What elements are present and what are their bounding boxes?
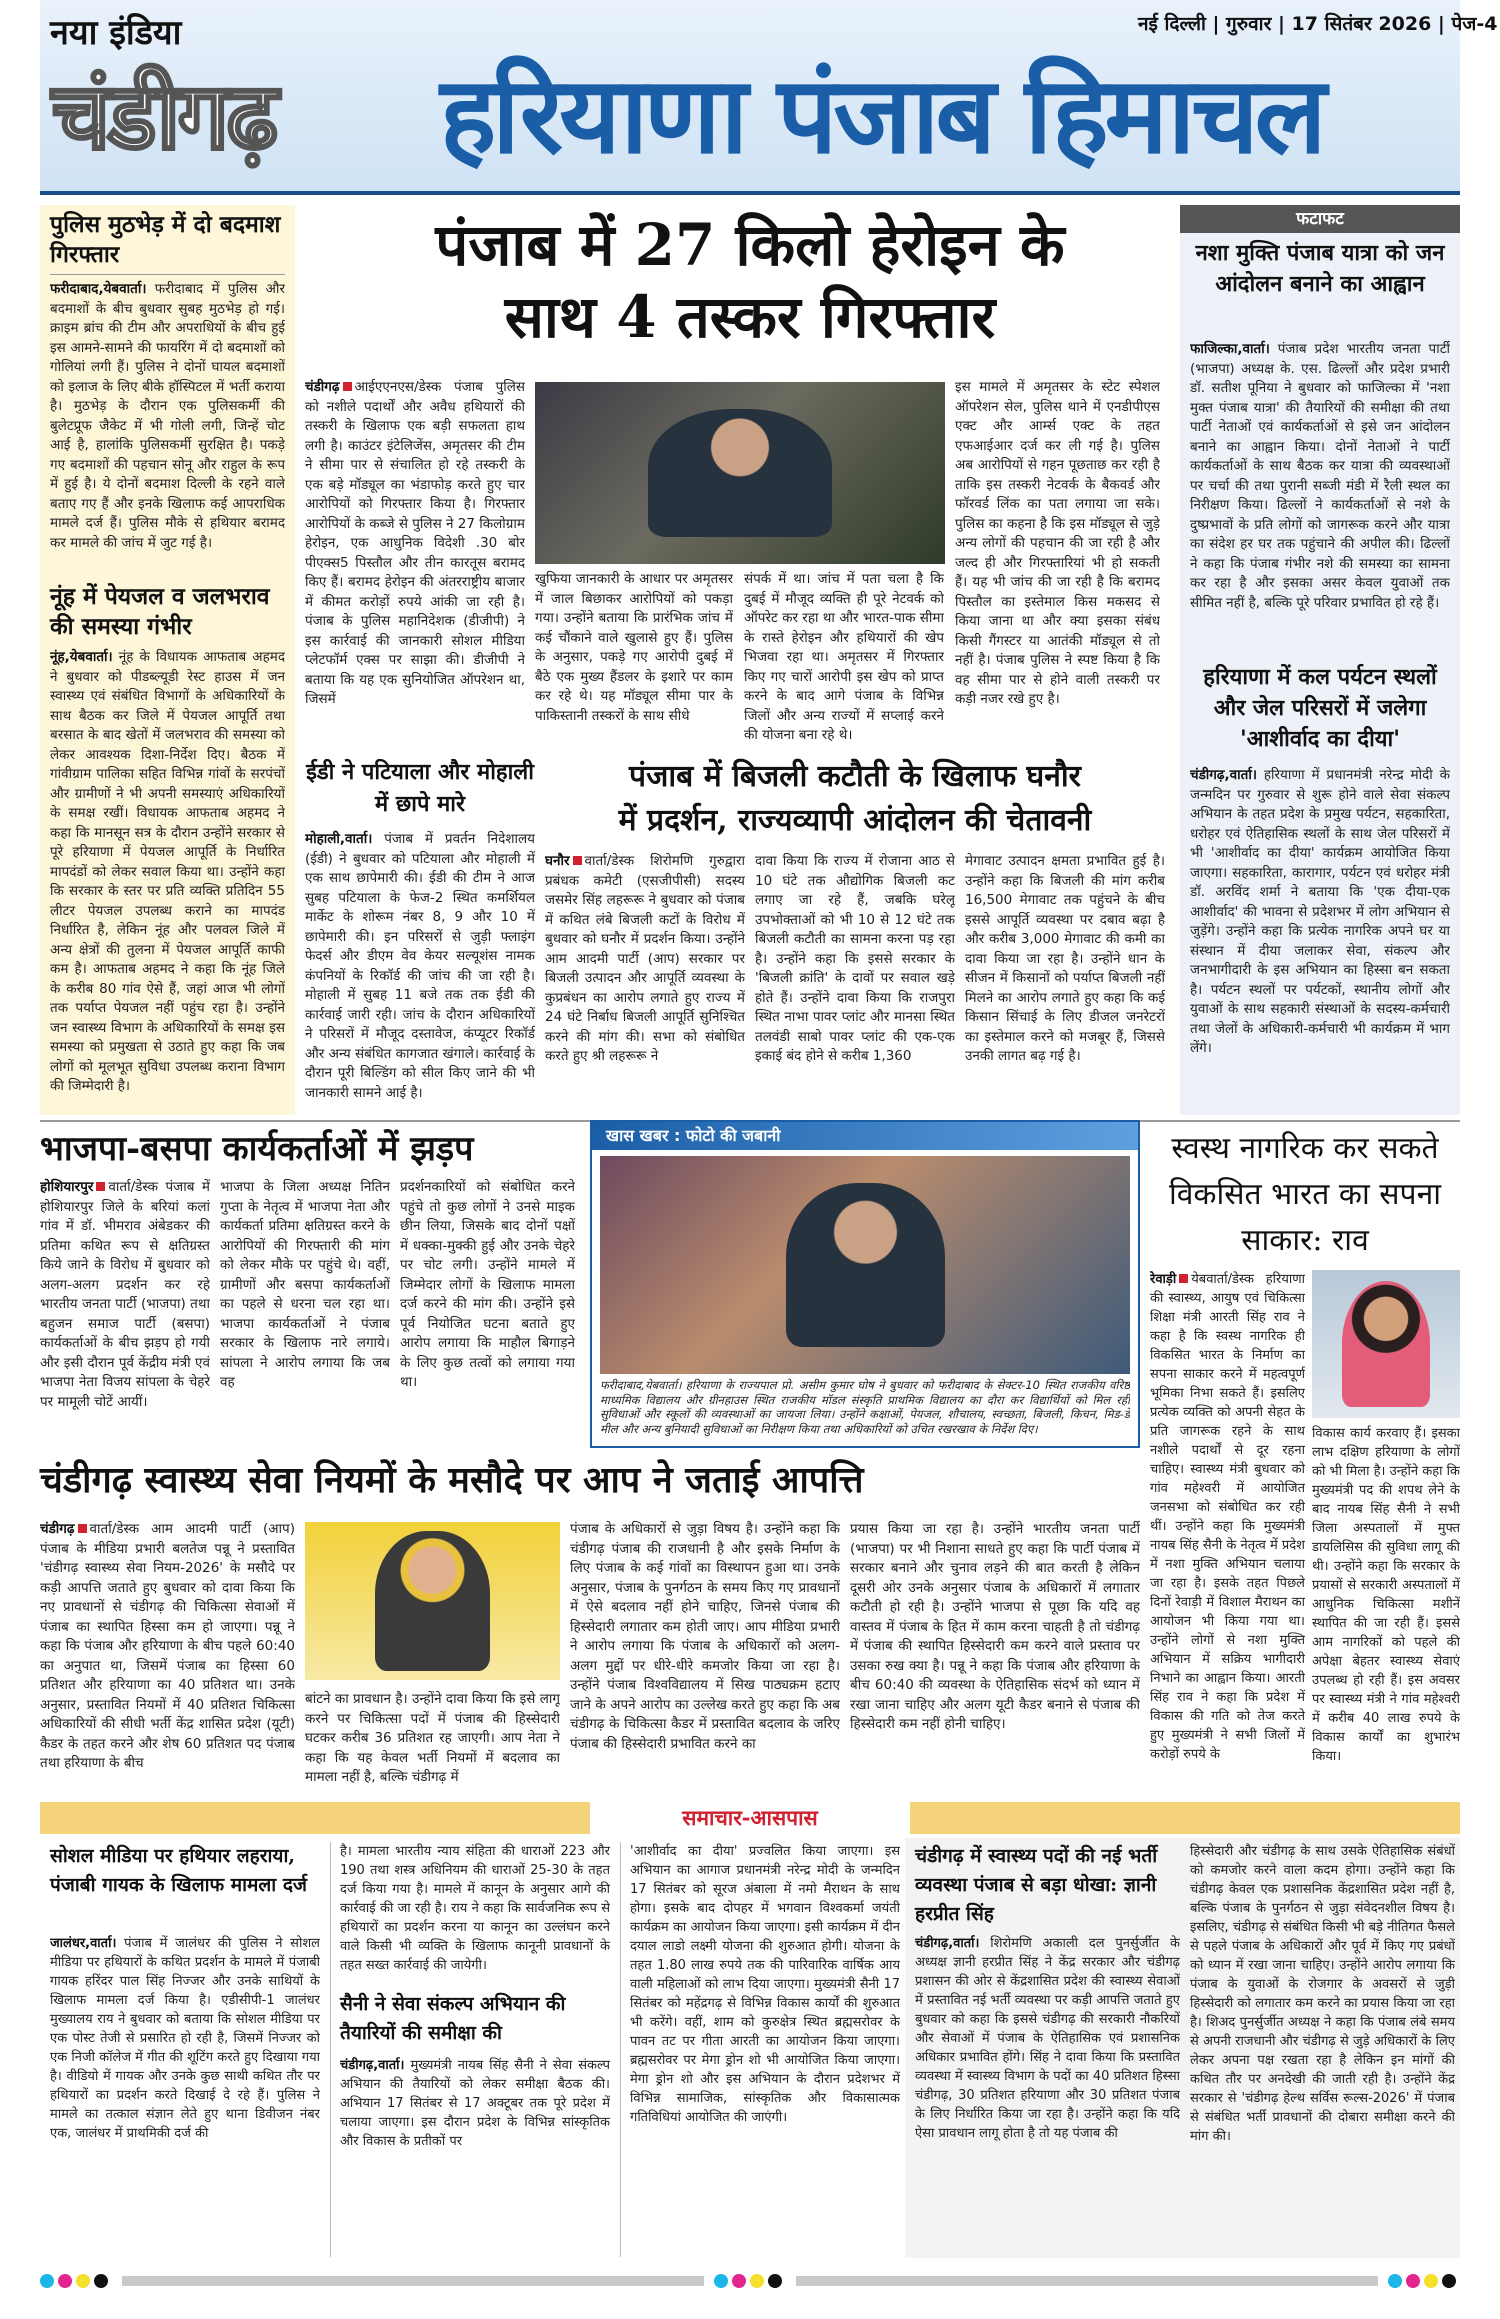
story-title: ईडी ने पटियाला और मोहाली में छापे मारे <box>306 759 534 817</box>
photo-story-label: खास खबर : फोटो की जबानी <box>592 1122 1138 1150</box>
bjp-body-col1: होशियारपुर वार्ता/डेस्क पंजाब में होशियारपुर जिले के बरियां कलां गांव में डॉ. भीमराव अंबेडकर की प्रतिमा कथित रूप से क्षतिग्रस्त किये जाने के विरोध में बुधवार को अलग-अलग प्रदर्शन कर रहे भारतीय जनता पार्टी (भाजपा) तथा बहुजन समाज पार्टी (बसपा) कार्यकर्ताओं के बीच झड़प हो गयी और इसी दौरान पूर्व केंद्रीय मंत्री एवं भाजपा नेता विजय सांपला के चेहरे पर मामूली चोटें आयीं। <box>40 1179 210 1410</box>
story-title: पुलिस मुठभेड़ में दो बदमाश गिरफ्तार <box>50 210 285 275</box>
magenta-dot-icon <box>1406 2274 1420 2288</box>
lead-body-col2: खुफिया जानकारी के आधार पर अमृतसर में जाल बिछाकर आरोपियों को पकड़ा गया। उन्होंने बताया कि प्रारंभिक जांच में कई चौंकाने वाले खुलासे हुए हैं। पुलिस के अनुसार, पकड़े गए आरोपी दुबई में बैठे एक मुख्य हैंडलर के इशारे पर काम कर रहे थे। यह मॉड्यूल सीमा पार के पाकिस्तानी तस्करों के साथ सीधे <box>535 571 733 724</box>
minister-photo <box>1312 1270 1460 1418</box>
story-body: 'आशीर्वाद का दीया' प्रज्वलित किया जाएगा। इस अभियान का आगाज प्रधानमंत्री नरेन्द्र मोदी के जन्मदिन 17 सितंबर को सूरज अंबाला में नमो मैराथन के साथ होगा। इसके बाद दोपहर में भगवान विश्वकर्मा जयंती कार्यक्रम का आयोजन किया जाएगा। इसी कार्यक्रम में दीन दयाल लाडो लक्ष्मी योजना की शुरुआत होगी। योजना के तहत 1.80 लाख रुपये तक की पारिवारिक वार्षिक आय वाली महिलाओं को लाभ दिया जाएगा। मुख्यमंत्री सैनी 17 सितंबर को महेंद्रगढ़ से विभिन्न विकास कार्यों की शुरुआत भी करेंगे। वहीं, शाम को कुरुक्षेत्र स्थित ब्रह्मसरोवर के पावन तट पर गीता आरती का आयोजन किया जाएगा। ब्रह्मसरोवर पर मेगा ड्रोन शो भी आयोजित किया जाएगा। मेगा ड्रोन शो और इस अभियान के दौरान प्रदेशभर में विभिन्न सामाजिक, सांस्कृतिक और विकासात्मक गतिविधियां आयोजित की जाएंगी। <box>630 1844 900 2125</box>
magenta-dot-icon <box>58 2274 72 2288</box>
story-title-line1: पंजाब में बिजली कटौती के खिलाफ घनौर <box>629 759 1081 794</box>
dateline-marker-icon <box>573 856 582 865</box>
bjp-body-col3: प्रदर्शनकारियों को संबोधित करने पहुंचे तो कुछ लोगों ने उनसे माइक छीन लिया, जिसके बाद दोनों पक्षों में धक्का-मुक्की हुई और उनके चेहरे पर चोट लगी। उन्होंने मामले में जिम्मेदार लोगों के खिलाफ मामला दर्ज करने की मांग की। उन्होंने इसे पूर्व नियोजित घटना बताते हुए आरोप लगाया कि माहौल बिगाड़ने के लिए कुछ तत्वों को लगाया गया था। <box>400 1179 575 1390</box>
leader-figure <box>375 1531 490 1670</box>
cyan-dot-icon <box>40 2274 54 2288</box>
edition-states: हरियाणा पंजाब हिमाचल <box>440 52 1323 177</box>
story-body: नूंह,येबवार्ता। नूंह के विधायक आफताब अहमद ने बुधवार को पीडब्ल्यूडी रेस्ट हाउस में जन स्वास्थ्य एवं संबंधित विभागों के अधिकारियों के साथ बैठक कर जिले में पेयजल आपूर्ति तथा बरसात के बाद खेतों में जलभराव की समस्या को लेकर आवश्यक दिशा-निर्देश दिए। बैठक में गांवीग्राम पालिका सहित विभिन्न गांवों के सरपंचों और ग्रामीणों ने भी अपनी समस्याएं अधिकारियों के समक्ष रखीं। विधायक आफताब अहमद ने कहा कि मानसून सत्र के दौरान उन्होंने सरकार से पूरे हरियाणा में पेयजल आपूर्ति के निर्धारित मापदंडों को लेकर सवाल किया था। उन्होंने कहा कि सरकार के स्तर पर प्रति व्यक्ति प्रतिदिन 55 लीटर पेयजल उपलब्ध कराने का मापदंड निर्धारित है, लेकिन नूंह और पलवल जिले में अन्य क्षेत्रों की तुलना में पेयजल आपूर्ति काफी कम है। आफताब अहमद ने कहा कि नूंह जिले के करीब 80 गांव ऐसे हैं, जहां आज भी लोगों तक पर्याप्त पेयजल नहीं पहुंच रहा है। उन्होंने जन स्वास्थ्य विभाग के अधिकारियों के समक्ष इस समस्या को प्रमुखता से उठाते हुए कहा कि जब लोगों को मूलभूत सुविधा उपलब्ध कराना विभाग की जिम्मेदारी है। <box>50 649 285 1094</box>
dateline-marker-icon <box>96 1182 105 1191</box>
lead-photo <box>535 382 945 564</box>
dateline-marker-icon <box>1179 1274 1188 1283</box>
page-dateline: नई दिल्ली | गुरुवार | 17 सितंबर 2026 | पेज-4 <box>1138 13 1498 35</box>
power-body-col2: दावा किया कि राज्य में रोजाना आठ से 10 घंटे तक औद्योगिक बिजली कट लगाए जा रहे हैं, जबकि घरेलू उपभोक्ताओं को भी 10 से 12 घंटे तक बिजली कटौती का सामना करना पड़ रहा है। उन्होंने कहा कि इससे सरकार के 'बिजली क्रांति' के दावों पर सवाल खड़े होते हैं। उन्होंने दावा किया कि राजपुरा स्थित नाभा पावर प्लांट और मानसा स्थित तलवंडी साबो पावर प्लांट की एक-एक इकाई बंद होने से करीब 1,360 <box>755 853 955 1064</box>
cyan-dot-icon <box>714 2274 728 2288</box>
black-dot-icon <box>768 2274 782 2288</box>
health-body-col2: विकास कार्य करवाए हैं। इसका लाभ दक्षिण हरियाणा के लोगों को भी मिला है। उन्होंने कहा कि मुख्यमंत्री पद की शपथ लेने के बाद नायब सिंह सैनी ने सभी जिला अस्पतालों में मुफ्त डायलिसिस की सुविधा लागू की थी। उन्होंने कहा कि सरकार के प्रयासों से सरकारी अस्पतालों में आधुनिक चिकित्सा मशीनें स्थापित की जा रही हैं। इससे आम नागरिकों को पहले की अपेक्षा बेहतर स्वास्थ्य सेवाएं उपलब्ध हो रही हैं। इस अवसर पर स्वास्थ्य मंत्री ने गांव महेश्वरी में करीब 40 लाख रुपये के विकास कार्यों का शुभारंभ किया। <box>1312 1426 1460 1764</box>
photo-caption: फरीदाबाद,येबवार्ता। हरियाणा के राज्यपाल प्रो. असीम कुमार घोष ने बुधवार को फरीदाबाद के सेक्टर-10 स्थित राजकीय वरिष्ठ माध्यमिक विद्यालय और ग्रीनहाउस स्थित राजकीय मॉडल संस्कृति प्राथमिक विद्यालय का दौरा कर विद्यार्थियों को मिल रही सुविधाओं और स्कूलों की व्यवस्थाओं का जायजा लिया। उन्होंने कक्षाओं, पेयजल, शौचालय, स्वच्छता, बिजली, किचन, मिड-डे मील और अन्य बुनियादी सुविधाओं का निरीक्षण किया तथा अधिकारियों को उचित रखरखाव के निर्देश दिए। <box>600 1378 1130 1436</box>
story-title: सोशल मीडिया पर हथियार लहराया, पंजाबी गायक के खिलाफ मामला दर्ज <box>50 1845 308 1896</box>
story-title: हरियाणा में कल पर्यटन स्थलों और जेल परिसरों में जलेगा 'आशीर्वाद का दीया' <box>1203 664 1437 752</box>
story-body: जालंधर,वार्ता। पंजाब में जालंधर की पुलिस ने सोशल मीडिया पर हथियारों के कथित प्रदर्शन के मामले में पंजाबी गायक हरिंदर पाल सिंह निज्जर और उनके साथियों के खिलाफ मामला दर्ज किया है। एडीसीपी-1 जालंधर मुख्यालय राय ने बुधवार को बताया कि सोशल मीडिया पर एक पोस्ट तेजी से प्रसारित हो रही है, जिसमें निज्जर को एक निजी कॉलेज में गीत की शूटिंग करते हुए दिखाया गया है। वीडियो में गायक और उनके कुछ साथी कथित तौर पर हथियारों का प्रदर्शन करते दिखाई दे रहे हैं। पुलिस ने मामले का तत्काल संज्ञान लेते हुए थाना डिवीजन नंबर एक, जालंधर में प्राथमिकी दर्ज की <box>50 1936 320 2141</box>
minister-figure <box>1342 1281 1431 1407</box>
yellow-dot-icon <box>76 2274 90 2288</box>
lead-body-col3: संपर्क में था। जांच में पता चला है कि दुबई में मौजूद व्यक्ति ही पूरे नेटवर्क को ऑपरेट कर रहा था और भारत-पाक सीमा के रास्ते हेरोइन और हथियारों की खेप भिजवा रहा था। अमृतसर में गिरफ्तार किए गए चारों आरोपी इस खेप को प्राप्त करने के बाद आगे पंजाब के विभिन्न जिलों और अन्य राज्यों में सप्लाई करने की योजना बना रहे थे। <box>744 571 944 743</box>
story-title: सैनी ने सेवा संकल्प अभियान की तैयारियों की समीक्षा की <box>340 1993 566 2044</box>
story-title: नूंह में पेयजल व जलभराव की समस्या गंभीर <box>50 583 270 640</box>
power-body-col1: घनौर वार्ता/डेस्क शिरोमणि गुरुद्वारा प्रबंधक कमेटी (एसजीपीसी) सदस्य जसमेर सिंह लहरूरू ने बुधवार को पंजाब में कथित लंबे बिजली कटों के विरोध में बुधवार को घनौर में प्रदर्शन किया। उन्होंने आम आदमी पार्टी (आप) सरकार पर बिजली उत्पादन और आपूर्ति व्यवस्था के कुप्रबंधन का आरोप लगाते हुए राज्य में 24 घंटे निर्बाध बिजली आपूर्ति सुनिश्चित करने की मांग की। सभा को संबोधित करते हुए श्री लहरूरू ने <box>545 853 745 1064</box>
black-dot-icon <box>1442 2274 1456 2288</box>
gray-bar <box>122 2276 704 2286</box>
officer-figure <box>648 409 833 536</box>
aap-body-col4: प्रयास किया जा रहा है। उन्होंने भारतीय जनता पार्टी (भाजपा) पर भी निशाना साधते हुए कहा कि पार्टी पंजाब में सरकार बनाने और चुनाव लड़ने की बात करती है लेकिन दूसरी ओर उनके अनुसार पंजाब के अधिकारों में लगातार कटौती हो रही है। उन्होंने भाजपा से पूछा कि यदि वह वास्तव में पंजाब के हित में काम करना चाहती है तो चंडीगढ़ में पंजाब की स्थापित हिस्सेदारी कम करने वाले प्रस्ताव पर उसका रुख क्या है। पन्नू ने कहा कि पंजाब और हरियाणा के बीच 60:40 की व्यवस्था के ऐतिहासिक संदर्भ को ध्यान में रखा जाना चाहिए और अलग यूटी कैडर बनाने से पंजाब की हिस्सेदारी कम नहीं होनी चाहिए। <box>850 1521 1140 1732</box>
lead-body-col1: चंडीगढ़ आईएएनएस/डेस्क पंजाब पुलिस को नशीले पदार्थों और अवैध हथियारों की तस्करी के खिलाफ एक बड़ी सफलता हाथ लगी है। काउंटर इंटेलिजेंस, अमृतसर की टीम ने सीमा पार से संचालित हो रहे तस्करी के एक बड़े मॉड्यूल का भंडाफोड़ करते हुए चार आरोपियों को गिरफ्तार किया है। गिरफ्तार आरोपियों के कब्जे से पुलिस ने 27 किलोग्राम हेरोइन, एक आधुनिक विदेशी .30 बोर पीएक्स5 पिस्तौल और तीन कारतूस बरामद किए हैं। बरामद हेरोइन की अंतरराष्ट्रीय बाजार में कीमत करोड़ों रुपये आंकी जा रही है। पंजाब के पुलिस महानिदेशक (डीजीपी) ने इस कार्रवाई की जानकारी सोशल मीडिया प्लेटफॉर्म एक्स पर साझा की। डीजीपी ने बताया कि यह एक सुनियोजित ऑपरेशन था, जिसमें <box>305 379 525 707</box>
registration-bar <box>40 2272 1460 2290</box>
story-title: भाजपा-बसपा कार्यकर्ताओं में झड़प <box>40 1129 474 1169</box>
story-title-line2: में प्रदर्शन, राज्यव्यापी आंदोलन की चेतावनी <box>618 803 1092 838</box>
people-figure <box>786 1183 945 1347</box>
story-body: है। मामला भारतीय न्याय संहिता की धाराओं 223 और 190 तथा शस्त्र अधिनियम की धाराओं 25-30 के तहत दर्ज किया गया है। मामले में कानून के अनुसार आगे की कार्रवाई की जा रही है। राय ने कहा कि सार्वजनिक रूप से हथियारों का प्रदर्शन करना या कानून का उल्लंघन करने वाले किसी भी व्यक्ति के खिलाफ कानूनी प्रावधानों के तहत सख्त कार्रवाई की जायेगी। <box>340 1844 610 1973</box>
edition-city: चंडीगढ़ <box>52 62 276 170</box>
story-body: चंडीगढ़,वार्ता। शिरोमणि अकाली दल पुनर्सुर्जीत के अध्यक्ष ज्ञानी हरप्रीत सिंह ने केंद्र सरकार और चंडीगढ़ प्रशासन की ओर से केंद्रशासित प्रदेश की स्वास्थ्य सेवाओं में प्रस्तावित नई भर्ती व्यवस्था पर कड़ी आपत्ति जताते हुए बुधवार को कहा कि इससे चंडीगढ़ की सरकारी नौकरियों और सेवाओं में पंजाब के ऐतिहासिक एवं प्रशासनिक अधिकार प्रभावित होंगे। सिंह ने दावा किया कि प्रस्तावित व्यवस्था में स्वास्थ्य विभाग के पदों का 40 प्रतिशत हिस्सा चंडीगढ़, 30 प्रतिशत हरियाणा और 30 प्रतिशत पंजाब के लिए निर्धारित किया जा रहा है। उन्होंने कहा कि यदि ऐसा प्रावधान लागू होता है तो यह पंजाब की <box>915 1936 1180 2141</box>
story-body: हिस्सेदारी और चंडीगढ़ के साथ उसके ऐतिहासिक संबंधों को कमजोर करने वाला कदम होगा। उन्होंने कहा कि चंडीगढ़ केवल एक प्रशासनिक केंद्रशासित प्रदेश नहीं है, बल्कि पंजाब के पुनर्गठन से जुड़ा संवेदनशील विषय है। इसलिए, चंडीगढ़ से संबंधित किसी भी बड़े नीतिगत फैसले से पहले पंजाब के अधिकारों और पूर्व में किए गए प्रबंधों को ध्यान में रखा जाना चाहिए। उन्होंने आरोप लगाया कि पंजाब के युवाओं के रोजगार के अवसरों से जुड़ी हिस्सेदारी को लगातार कम करने का प्रयास किया जा रहा है। शिअद पुनर्सुर्जीत अध्यक्ष ने कहा कि पंजाब लंबे समय से अपनी राजधानी और चंडीगढ़ से जुड़े अधिकारों के लिए लेकर अपना पक्ष रखता रहा है लेकिन इन मांगों की कथित तौर पर अनदेखी की जाती रही है। उन्होंने केंद्र सरकार से 'चंडीगढ़ हेल्थ सर्विस रूल्स-2026' में पंजाब से संबंधित भर्ती प्रावधानों की दोबारा समीक्षा करने की मांग की। <box>1190 1844 1455 2144</box>
aap-body-col1: चंडीगढ़ वार्ता/डेस्क आम आदमी पार्टी (आप) पंजाब के मीडिया प्रभारी बलतेज पन्नू ने प्रस्तावित 'चंडीगढ़ स्वास्थ्य सेवा नियम-2026' के मसौदे पर कड़ी आपत्ति जताते हुए बुधवार को दावा किया कि नए प्रावधानों से चंडीगढ़ की चिकित्सा सेवाओं में पंजाब का स्थापित हिस्सा कम हो जाएगा। पन्नू ने कहा कि पंजाब और हरियाणा के बीच पहले 60:40 का अनुपात था, जिसमें पंजाब का हिस्सा 60 प्रतिशत और हरियाणा का 40 प्रतिशत था। उनके अनुसार, प्रस्तावित नियमों में 40 प्रतिशत चिकित्सा अधिकारियों की सीधी भर्ती केंद्र शासित प्रदेश (यूटी) कैडर के तहत करने और शेष 60 प्रतिशत पद पंजाब तथा हरियाणा के बीच <box>40 1521 295 1771</box>
gray-bar <box>796 2276 1378 2286</box>
dateline-marker-icon <box>343 382 352 391</box>
aap-body-col2: बांटने का प्रावधान है। उन्होंने दावा किया कि इसे लागू करने पर चिकित्सा पदों में पंजाब की हिस्सेदारी घटकर करीब 36 प्रतिशत रह जाएगी। आप नेता ने कहा कि यह केवल भर्ती नियमों में बदलाव का मामला नहीं है, बल्कि चंडीगढ़ में <box>305 1691 560 1785</box>
magenta-dot-icon <box>732 2274 746 2288</box>
yellow-dot-icon <box>750 2274 764 2288</box>
school-visit-photo <box>600 1156 1130 1374</box>
story-body: फरीदाबाद,येबवार्ता। फरीदाबाद में पुलिस और बदमाशों के बीच बुधवार सुबह मुठभेड़ हो गई। क्राइम ब्रांच की टीम और अपराधियों के बीच हुई इस आमने-सामने की फायरिंग में दो बदमाशों को गोलियां लगी हैं। पुलिस ने दोनों घायल बदमाशों को इलाज के लिए बीके हॉस्पिटल में भर्ती कराया है। मुठभेड़ के दौरान एक पुलिसकर्मी की बुलेटप्रूफ जैकेट में भी गोली लगी, जिन्हें चोट आई है, हालांकि पुलिसकर्मी सुरक्षित है। पकड़े गए बदमाशों की पहचान सोनू और राहुल के रूप में हुई है। ये दोनों बदमाश दिल्ली के रहने वाले बताए गए हैं और इनके खिलाफ कई आपराधिक मामले दर्ज हैं। पुलिस मौके से हथियार बरामद कर मामले की जांच में जुट गई है। <box>50 281 285 551</box>
dateline-marker-icon <box>78 1524 87 1533</box>
story-title: चंडीगढ़ में स्वास्थ्य पदों की नई भर्ती व्यवस्था पंजाब से बड़ा धोखा: ज्ञानी हरप्रीत सिंह <box>915 1845 1158 1925</box>
lead-body-col4: इस मामले में अमृतसर के स्टेट स्पेशल ऑपरेशन सेल, पुलिस थाने में एनडीपीएस एक्ट और आर्म्स एक्ट के तहत एफआईआर दर्ज कर ली गई है। पुलिस अब आरोपियों से गहन पूछताछ कर रही है ताकि इस तस्करी नेटवर्क के बैकवर्ड और फॉरवर्ड लिंक का पता लगाया जा सके। पुलिस का कहना है कि इस मॉड्यूल से जुड़े अन्य लोगों की पहचान की जा रही है और जल्द ही और गिरफ्तारियां भी हो सकती हैं। यह भी जांच की जा रही है कि बरामद पिस्तौल का इस्तेमाल किस मकसद से किया जाना था और क्या इसका संबंध किसी गैंगस्टर या आतंकी मॉड्यूल से तो नहीं है। पंजाब पुलिस ने स्पष्ट किया है कि वह सीमा पार से होने वाली तस्करी पर कड़ी नजर रखे हुए है। <box>955 379 1160 707</box>
yellow-dot-icon <box>1424 2274 1438 2288</box>
fatafat-label: फटाफट <box>1180 205 1460 233</box>
aap-body-col3: पंजाब के अधिकारों से जुड़ा विषय है। उन्होंने कहा कि चंडीगढ़ पंजाब की राजधानी है और इसके निर्माण के लिए पंजाब के कई गांवों का विस्थापन हुआ था। उनके अनुसार, पंजाब के पुनर्गठन के समय किए गए प्रावधानों में ऐसे बदलाव नहीं होने चाहिए, जिनसे पंजाब की हिस्सेदारी लगातार कम होती जाए। आप मीडिया प्रभारी ने आरोप लगाया कि पंजाब के अधिकारों को अलग-अलग मुद्दों पर धीरे-धीरे कमजोर किया जा रहा है। उन्होंने पंजाब विश्वविद्यालय में सिख पाठ्यक्रम हटाए जाने के अपने आरोप का उल्लेख करते हुए कहा कि अब चंडीगढ़ के चिकित्सा कैडर में प्रस्तावित बदलाव के जरिए पंजाब की हिस्सेदारी प्रभावित करने का <box>570 1521 840 1752</box>
aap-leader-photo <box>305 1522 560 1680</box>
cyan-dot-icon <box>1388 2274 1402 2288</box>
section-band-label: समाचार-आसपास <box>590 1802 910 1834</box>
story-body: मोहाली,वार्ता। पंजाब में प्रवर्तन निदेशालय (ईडी) ने बुधवार को पटियाला और मोहाली में एक साथ छापेमारी की। ईडी की टीम ने आज सुबह पटियाला के फेज-2 स्थित कमर्शियल मार्केट के शोरूम नंबर 8, 9 और 10 में छापेमारी की। इन परिसरों से जुड़ी फ्लाइंग फेदर्स और डीएम वेव केयर सल्यूशंस नामक कंपनियों के रिकॉर्ड की जांच की जा रही है। मोहाली में सुबह 11 बजे तक तक ईडी की कार्रवाई जारी रही। जांच के दौरान अधिकारियों ने परिसरों में मौजूद दस्तावेज, कंप्यूटर रिकॉर्ड और अन्य संबंधित कागजात खंगाले। कार्रवाई के दौरान पूरी बिल्डिंग को सील किए जाने की भी जानकारी सामने आई है। <box>305 831 535 1101</box>
lead-headline-line2: साथ 4 तस्कर गिरफ्तार <box>504 283 996 351</box>
bjp-body-col2: भाजपा के जिला अध्यक्ष नितिन गुप्ता के नेतृत्व में भाजपा नेता और कार्यकर्ता प्रतिमा क्षतिग्रस्त करने के आरोपियों की गिरफ्तारी की मांग को लेकर मौके पर पहुंचे थे। वहीं, ग्रामीणों और बसपा कार्यकर्ताओं का पहले से धरना चल रहा था। भाजपा कार्यकर्ताओं ने पंजाब सरकार के खिलाफ नारे लगाये। सांपला ने आरोप लगाया कि जब वह <box>220 1179 390 1390</box>
story-body: फाजिल्का,वार्ता। पंजाब प्रदेश भारतीय जनता पार्टी (भाजपा) अध्यक्ष के. एस. ढिल्लों और प्रदेश प्रभारी डॉ. सतीश पूनिया ने बुधवार को फाजिल्का में 'नशा मुक्त पंजाब यात्रा' की तैयारियों की समीक्षा की तथा पार्टी नेताओं एवं कार्यकर्ताओं से इसे जन आंदोलन बनाने का आह्वान किया। दोनों नेताओं ने पार्टी कार्यकर्ताओं के साथ बैठक कर यात्रा की व्यवस्थाओं पर चर्चा की तथा पुरानी सब्जी मंडी में रैली स्थल का निरीक्षण किया। ढिल्लों ने कार्यकर्ताओं से नशे के दुष्प्रभावों के प्रति लोगों को जागरूक करने और यात्रा का संदेश हर घर तक पहुंचाने की अपील की। ढिल्लों ने कहा कि पंजाब गंभीर नशे की समस्या का सामना कर रहा है और इसका असर केवल युवाओं तक सीमित नहीं है, बल्कि पूरे परिवार प्रभावित हो रहे हैं। <box>1190 341 1450 611</box>
story-title: स्वस्थ नागरिक कर सकते विकसित भारत का सपना साकार: राव <box>1168 1131 1442 1258</box>
story-body: चंडीगढ़,वार्ता। हरियाणा में प्रधानमंत्री नरेन्द्र मोदी के जन्मदिन पर गुरुवार से शुरू होने वाले सेवा संकल्प अभियान के तहत प्रदेश के प्रमुख पर्यटन, सहकारिता, धरोहर एवं ऐतिहासिक स्थलों के साथ जेल परिसरों में भी 'आशीर्वाद का दीया' कार्यक्रम आयोजित किया जाएगा। सहकारिता, कारागार, पर्यटन एवं धरोहर मंत्री डॉ. अरविंद शर्मा ने बताया कि 'एक दीया-एक आशीर्वाद' की भावना से प्रदेशभर में लोग अभियान से जुड़ेंगे। उन्होंने कहा कि प्रत्येक नागरिक अपने घर या संस्थान में दीया जलाकर सेवा, संकल्प और जनभागीदारी के इस अभियान का हिस्सा बन सकता है। पर्यटन स्थलों पर पर्यटकों, स्थानीय लोगों और युवाओं के साथ सहकारी संस्थाओं के सदस्य-कर्मचारी तथा जेलों के अधिकारी-कर्मचारी भी कार्यक्रम में भाग लेंगे। <box>1190 767 1450 1056</box>
health-body-col1: रेवाड़ी येबवार्ता/डेस्क हरियाणा की स्वास्थ्य, आयुष एवं चिकित्सा शिक्षा मंत्री आरती सिंह राव ने कहा है कि स्वस्थ नागरिक ही विकसित भारत के निर्माण का सपना साकार करने में महत्वपूर्ण भूमिका निभा सकते हैं। इसलिए प्रत्येक व्यक्ति को अपनी सेहत के प्रति जागरूक रहने के साथ नशीले पदार्थों से दूर रहना चाहिए। स्वास्थ्य मंत्री बुधवार को गांव महेश्वरी में आयोजित जनसभा को संबोधित कर रही थीं। उन्होंने कहा कि मुख्यमंत्री नायब सिंह सैनी के नेतृत्व में प्रदेश में नशा मुक्ति अभियान चलाया जा रहा है। इसके तहत पिछले दिनों रेवाड़ी में विशाल मैराथन का आयोजन भी किया गया था। उन्होंने लोगों से नशा मुक्ति अभियान में सक्रिय भागीदारी निभाने का आह्वान किया। आरती सिंह राव ने कहा कि प्रदेश में विकास की गति को तेज करते हुए मुख्यमंत्री ने सभी जिलों में करोड़ों रुपये के <box>1150 1272 1305 1762</box>
story-title: चंडीगढ़ स्वास्थ्य सेवा नियमों के मसौदे पर आप ने जताई आपत्ति <box>40 1459 864 1501</box>
column-divider <box>330 1842 331 2257</box>
power-body-col3: मेगावाट उत्पादन क्षमता प्रभावित हुई है। उन्होंने कहा कि बिजली की मांग करीब 16,500 मेगावाट तक पहुंचने के बीच इससे आपूर्ति व्यवस्था पर दबाव बढ़ा है और करीब 3,000 मेगावाट की कमी का दावा किया जा रहा है। उन्होंने धान के सीजन में किसानों को पर्याप्त बिजली नहीं मिलने का आरोप लगाते हुए कहा कि कई किसान सिंचाई के लिए डीजल जनरेटरों का इस्तेमाल करने को मजबूर हैं, जिससे उनकी लागत बढ़ गई है। <box>965 853 1165 1064</box>
lead-headline-line1: पंजाब में 27 किलो हेरोइन के <box>435 211 1065 279</box>
story-title: नशा मुक्ति पंजाब यात्रा को जन आंदोलन बनाने का आह्वान <box>1195 240 1445 297</box>
story-body: चंडीगढ़,वार्ता। मुख्यमंत्री नायब सिंह सैनी ने सेवा संकल्प अभियान की तैयारियों को लेकर समीक्षा बैठक की। अभियान 17 सितंबर से 17 अक्टूबर तक पूरे प्रदेश में चलाया जाएगा। इस दौरान प्रदेश के विभिन्न सांस्कृतिक और विकास के प्रतीकों पर <box>340 2058 610 2149</box>
brand-name: नया इंडिया <box>50 13 182 53</box>
black-dot-icon <box>94 2274 108 2288</box>
column-divider <box>620 1842 621 2257</box>
